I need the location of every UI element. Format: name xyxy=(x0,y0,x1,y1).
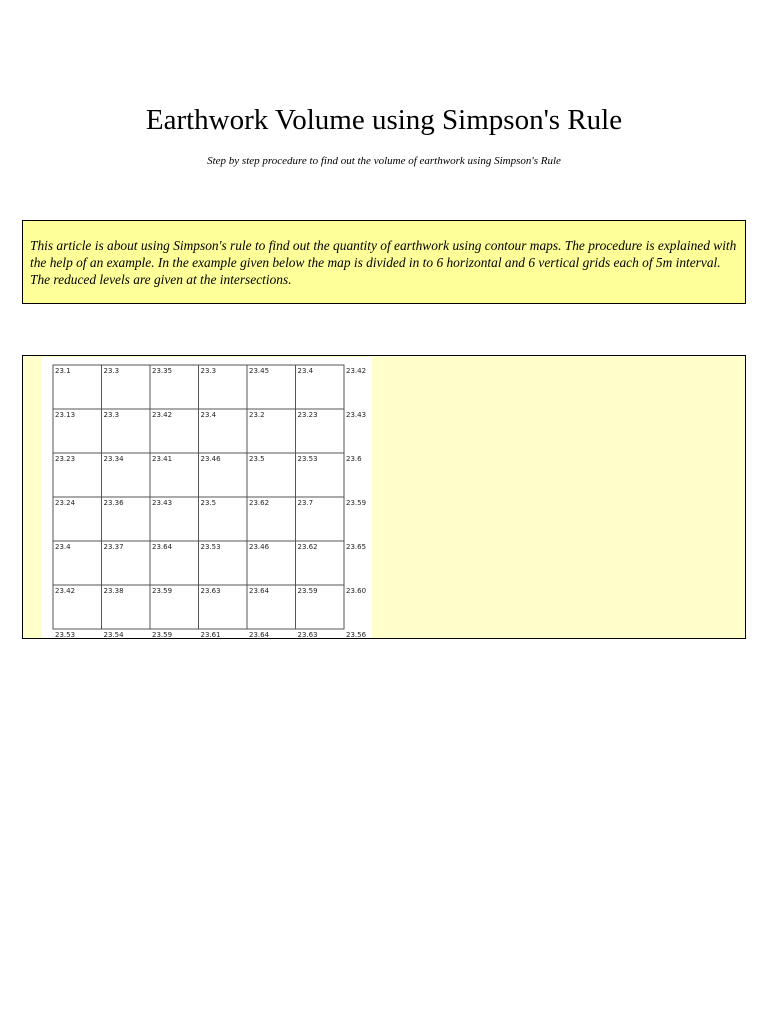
reduced-level-label: 23.4 xyxy=(297,367,314,375)
reduced-level-label: 23.56 xyxy=(346,631,367,638)
reduced-level-label: 23.23 xyxy=(55,455,76,463)
reduced-level-label: 23.3 xyxy=(103,367,120,375)
reduced-level-label: 23.59 xyxy=(152,631,173,638)
reduced-level-label: 23.63 xyxy=(200,587,221,595)
reduced-level-label: 23.4 xyxy=(200,411,217,419)
reduced-level-label: 23.59 xyxy=(152,587,173,595)
grid-svg xyxy=(42,357,372,638)
reduced-level-label: 23.65 xyxy=(346,543,367,551)
grid-panel xyxy=(22,355,746,639)
reduced-level-label: 23.64 xyxy=(249,587,270,595)
reduced-level-label: 23.59 xyxy=(297,587,318,595)
reduced-level-label: 23.53 xyxy=(200,543,221,551)
reduced-level-label: 23.60 xyxy=(346,587,367,595)
reduced-level-label: 23.46 xyxy=(249,543,270,551)
reduced-level-label: 23.6 xyxy=(346,455,362,463)
reduced-level-label: 23.13 xyxy=(55,411,76,419)
reduced-level-label: 23.41 xyxy=(152,455,173,463)
reduced-level-label: 23.42 xyxy=(55,587,76,595)
reduced-level-label: 23.61 xyxy=(200,631,221,638)
reduced-level-label: 23.42 xyxy=(346,367,367,375)
reduced-level-label: 23.34 xyxy=(103,455,124,463)
reduced-level-label: 23.64 xyxy=(152,543,173,551)
reduced-level-label: 23.5 xyxy=(249,455,265,463)
reduced-level-label: 23.24 xyxy=(55,499,76,507)
reduced-level-label: 23.59 xyxy=(346,499,367,507)
reduced-level-label: 23.5 xyxy=(200,499,217,507)
reduced-level-label: 23.37 xyxy=(103,543,124,551)
reduced-level-label: 23.7 xyxy=(297,499,314,507)
reduced-level-label: 23.45 xyxy=(249,367,270,375)
reduced-level-label: 23.36 xyxy=(103,499,124,507)
reduced-level-label: 23.62 xyxy=(297,543,318,551)
page-subtitle: Step by step procedure to find out the volume of earthwork using Simpson's Rule xyxy=(207,155,561,167)
reduced-level-label: 23.3 xyxy=(103,411,120,419)
reduced-level-label: 23.1 xyxy=(55,367,71,375)
reduced-level-label: 23.35 xyxy=(152,367,173,375)
reduced-level-label: 23.43 xyxy=(152,499,173,507)
reduced-level-label: 23.54 xyxy=(103,631,124,638)
reduced-level-label: 23.62 xyxy=(249,499,270,507)
reduced-level-label: 23.4 xyxy=(55,543,71,551)
reduced-level-label: 23.43 xyxy=(346,411,367,419)
reduced-level-label: 23.46 xyxy=(200,455,221,463)
page-title: Earthwork Volume using Simpson's Rule xyxy=(145,104,623,136)
intro-text: This article is about using Simpson's rule to find out the quantity of earthwork using contour maps. The procedure is explained with the help of an example. In the example given below the map is divided in to 6 horizontal and 6 vertical grids each of 5m interval. The reduced levels are given at the intersections. xyxy=(30,238,737,287)
reduced-level-grid xyxy=(42,357,372,638)
reduced-level-label: 23.38 xyxy=(103,587,124,595)
intro-box xyxy=(22,220,746,304)
reduced-level-label: 23.53 xyxy=(297,455,318,463)
reduced-level-label: 23.42 xyxy=(152,411,173,419)
reduced-level-label: 23.63 xyxy=(297,631,318,638)
reduced-level-label: 23.23 xyxy=(297,411,318,419)
reduced-level-label: 23.3 xyxy=(200,367,217,375)
reduced-level-label: 23.53 xyxy=(55,631,76,638)
reduced-level-label: 23.2 xyxy=(249,411,265,419)
reduced-level-label: 23.64 xyxy=(249,631,270,638)
